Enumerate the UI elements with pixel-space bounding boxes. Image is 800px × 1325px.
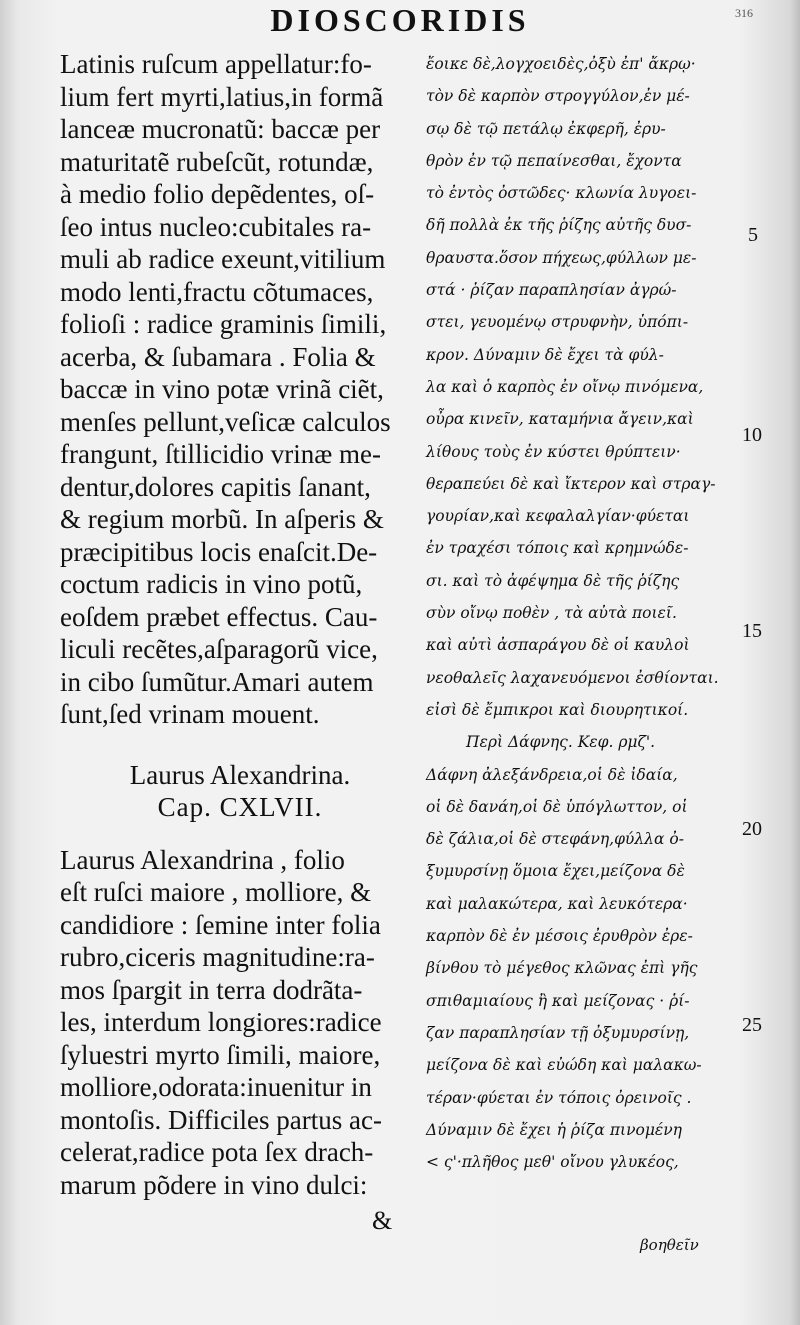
latin-text-line: montoſis. Difficiles partus ac- [60, 1104, 382, 1135]
greek-text-line: σι. καὶ τὸ ἀφέψημα δὲ τῆς ῥίζης [426, 571, 680, 590]
running-head: DIOSCORIDIS [270, 2, 530, 38]
greek-text-line: σῳ δὲ τῷ πετάλῳ ἐκφερῆ, ἐρυ- [426, 119, 666, 138]
line-number: 20 [742, 818, 762, 840]
latin-text-line: frangunt, ſtillicidio vrinæ me- [60, 439, 381, 469]
greek-text-line: εἰσὶ δὲ ἔμπικροι καὶ διουρητικοί. [426, 700, 689, 719]
latin-text-line: molliore,odorata:inuenitur in [60, 1072, 372, 1102]
greek-text-line: σὺν οἴνῳ ποθὲν , τὰ αὐτὰ ποιεῖ. [426, 604, 677, 623]
latin-text-line: lanceæ mucronatũ: baccæ per [60, 114, 381, 144]
greek-text-line: οὖρα κινεῖν, καταμήνια ἄγειν,καὶ [426, 410, 694, 429]
greek-text-line: σπιθαμιαίους ἢ καὶ μείζονας · ῥί- [426, 991, 690, 1010]
latin-text-line: celerat,radice pota ſex drach- [60, 1137, 374, 1167]
latin-catchword: & [372, 1206, 393, 1235]
latin-text-line: muli ab radice exeunt,vitilium [60, 244, 386, 274]
latin-text-line: modo lenti,fractu cõtumaces, [60, 276, 374, 307]
latin-text-line: dentur,dolores capitis ſanant, [60, 471, 371, 502]
greek-text-line: κρον. Δύναμιν δὲ ἔχει τὰ φύλ- [426, 345, 664, 364]
greek-text-line: θρὸν ἐν τῷ πεπαίνεσθαι, ἔχοντα [426, 151, 682, 170]
greek-text-line: Δάφνη ἀλεξάνδρεια,οἱ δὲ ἰδαία, [426, 765, 678, 784]
latin-text-line: candidiore : ſemine inter folia [60, 909, 381, 940]
latin-text-line: eſt ruſci maiore , molliore, & [60, 877, 372, 907]
latin-text-line: ſeo intus nucleo:cubitales ra- [60, 211, 372, 242]
greek-text-line: μείζονα δὲ καὶ εὐώδη καὶ μαλακω- [426, 1056, 702, 1075]
greek-text-line: ξυμυρσίνῃ ὅμοια ἔχει,μείζονα δὲ [426, 862, 685, 881]
greek-text-line: στά · ῥίζαν παραπλησίαν ἀγρώ- [426, 281, 677, 300]
greek-text-line: καρπὸν δὲ ἐν μέσοις ἐρυθρὸν ἐρε- [426, 927, 693, 946]
latin-column [60, 48, 420, 1201]
greek-text-line: τὸ ἐντὸς ὀστῶδες· κλωνία λυγοει- [426, 184, 697, 203]
greek-text-line: Δύναμιν δὲ ἔχει ἡ ῥίζα πινομένη [426, 1120, 682, 1139]
latin-text-line: lium fert myrti,latius,in formã [60, 81, 384, 112]
latin-text-line: à medio folio depẽdentes, oſ- [60, 179, 375, 209]
greek-text-line: καὶ μαλακώτερα, καὶ λευκότερα· [426, 894, 688, 913]
latin-text-line: marum põdere in vino dulci: [60, 1169, 368, 1200]
greek-text-line: νεοθαλεῖς λαχανευόμενοι ἐσθίονται. [426, 668, 719, 687]
latin-text-line: menſes pellunt,veſicæ calculos [60, 406, 391, 437]
greek-text-line: καὶ αὐτὶ ἀσπαράγου δὲ οἱ καυλοὶ [426, 636, 690, 655]
greek-text-line: θραυστα.ὅσον πήχεως,φύλλων με- [426, 248, 697, 267]
latin-text-line: coctum radicis in vino potũ, [60, 569, 363, 599]
latin-text-line: ſunt,ſed vrinam mouent. [60, 699, 320, 729]
latin-text-line: les, interdum longiores:radice [60, 1007, 382, 1037]
greek-catchword: βοηθεῖν [640, 1236, 699, 1254]
greek-text-line: τὸν δὲ καρπὸν στρογγύλον,ἐν μέ- [426, 87, 690, 106]
greek-text-line: ζαν παραπλησίαν τῇ ὀξυμυρσίνῃ, [426, 1023, 690, 1042]
greek-text-line: δὲ ζάλια,οἱ δὲ στεφάνη,φύλλα ὀ- [426, 830, 684, 849]
greek-text-line: λίθους τοὺς ἐν κύστει θρύπτειν· [426, 442, 681, 461]
latin-text-line: folioſi : radice graminis ſimili, [60, 309, 387, 339]
line-number: 5 [748, 224, 758, 246]
greek-text-line: < ς'·πλῆθος μεθ' οἴνου γλυκέος, [426, 1153, 679, 1172]
greek-text-line: δῆ πολλὰ ἐκ τῆς ῥίζης αὐτῆς δυσ- [426, 216, 692, 235]
chapter-number: Cap. CXLVII. [157, 792, 323, 822]
latin-text-line: ſyluestri myrto ſimili, maiore, [60, 1039, 381, 1070]
greek-text-line: ἐν τραχέσι τόποις καὶ κρημνώδε- [426, 539, 689, 558]
greek-text-line: βίνθου τὸ μέγεθος κλῶνας ἐπὶ γῆς [426, 959, 698, 978]
latin-text-line: baccæ in vino potæ vrinã ciẽt, [60, 374, 384, 404]
greek-text-line: ἔοικε δὲ,λογχοειδὲς,ὀξὺ ἐπ' ἄκρῳ· [426, 55, 696, 73]
greek-text-line: γουρίαν,καὶ κεφαλαλγίαν·φύεται [426, 507, 690, 526]
greek-text-line: οἱ δὲ δανάη,οἱ δὲ ὑπόγλωττον, οἱ [426, 797, 688, 816]
latin-text-line: in cibo ſumũtur.Amari autem [60, 666, 374, 697]
line-number: 25 [742, 1014, 762, 1036]
greek-text-line: τέραν·φύεται ἐν τόποις ὀρεινοῖς . [426, 1088, 692, 1107]
greek-column [426, 48, 746, 1178]
chapter-title: Laurus Alexandrina. [129, 759, 351, 790]
latin-text-line: acerba, & ſubamara . Folia & [60, 341, 376, 372]
greek-text-line: θεραπεύει δὲ καὶ ἴκτερον καὶ στραγ- [426, 474, 716, 493]
latin-text-line: rubro,ciceris magnitudine:ra- [60, 942, 375, 972]
latin-text-line: Laurus Alexandrina , folio [60, 844, 345, 875]
greek-text-line: στει, γευομένῳ στρυφνὴν, ὑπόπι- [426, 313, 689, 332]
greek-text-line: λα καὶ ὁ καρπὸς ἐν οἴνῳ πινόμενα, [426, 377, 704, 396]
line-number: 15 [742, 620, 762, 642]
greek-chapter-heading: Περὶ Δάφνης. Κεφ. ρμζ'. [466, 733, 656, 752]
latin-text-line: maturitatẽ rubeſcũt, rotundæ, [60, 146, 374, 177]
latin-text-line: Latinis ruſcum appellatur:fo- [60, 49, 372, 79]
line-number: 10 [742, 424, 762, 446]
latin-text-line: eoſdem præbet effectus. Cau- [60, 601, 378, 632]
page-number: 316 [735, 6, 753, 20]
latin-text-line: liculi recẽtes,aſparagorũ vice, [60, 634, 378, 664]
latin-text-line: mos ſpargit in terra dodrãta- [60, 974, 363, 1005]
latin-text-line: & regium morbũ. In aſperis & [60, 504, 384, 534]
latin-text-line: præcipitibus locis enaſcit.De- [60, 536, 378, 567]
